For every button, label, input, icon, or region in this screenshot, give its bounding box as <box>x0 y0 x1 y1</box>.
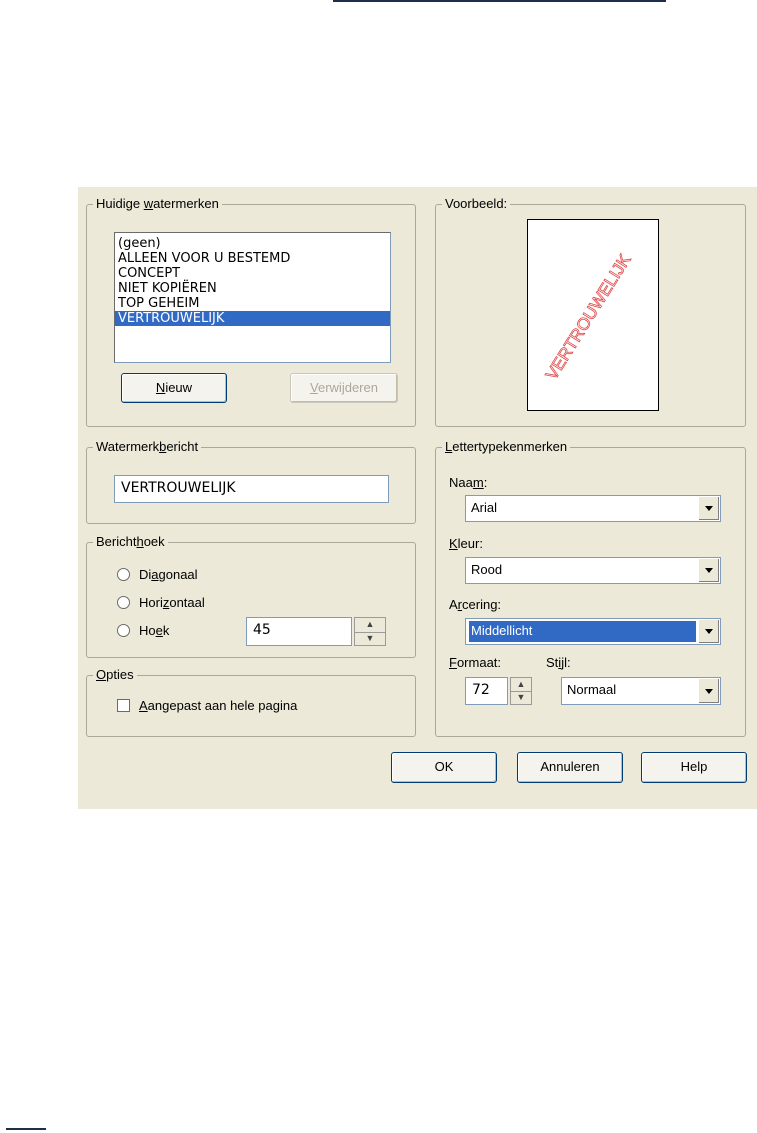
watermark-message-input[interactable]: VERTROUWELIJK <box>114 475 389 503</box>
message-angle-title: Berichthoek <box>93 534 168 550</box>
message-angle-group <box>86 534 416 658</box>
shading-select[interactable] <box>465 618 721 645</box>
list-item[interactable]: ALLEEN VOOR U BESTEMD <box>118 251 291 266</box>
radio-diagonal[interactable] <box>117 567 198 582</box>
shading-value: Middellicht <box>469 621 696 642</box>
watermark-dialog <box>78 187 757 809</box>
font-name-value: Arial <box>471 500 498 515</box>
radio-diagonal-circle[interactable] <box>117 568 130 581</box>
preview-group <box>435 196 746 427</box>
radio-angle-label: Hoek <box>139 623 170 638</box>
delete-button[interactable]: Verwijderen <box>290 373 398 403</box>
current-watermarks-title: Huidige watermerken <box>93 196 222 212</box>
watermark-message-group <box>86 439 416 524</box>
chevron-down-icon[interactable] <box>698 497 719 520</box>
style-label: Stijl: <box>546 655 571 670</box>
radio-horizontal-label: Horizontaal <box>139 595 205 610</box>
angle-value-input[interactable]: 45 <box>246 617 352 646</box>
list-item[interactable]: CONCEPT <box>118 266 181 281</box>
preview-title: Voorbeeld: <box>442 196 510 212</box>
list-item[interactable]: (geen) <box>118 236 161 251</box>
size-input[interactable]: 72 <box>465 677 508 705</box>
top-divider-line <box>333 0 666 2</box>
font-attributes-title: Lettertypekenmerken <box>442 439 570 455</box>
font-name-select[interactable] <box>465 495 721 522</box>
options-group <box>86 667 416 737</box>
fit-page-checkbox[interactable] <box>117 699 130 712</box>
cancel-button[interactable]: Annuleren <box>517 752 623 783</box>
list-item[interactable]: TOP GEHEIM <box>118 296 200 311</box>
radio-horizontal-circle[interactable] <box>117 596 130 609</box>
radio-angle-circle[interactable] <box>117 624 130 637</box>
current-watermarks-group <box>86 196 416 427</box>
radio-diagonal-label: Diagonaal <box>139 567 198 582</box>
preview-watermark-text: VERTROUWELIJK <box>542 250 635 384</box>
font-name-label: Naam: <box>449 475 488 490</box>
list-item-selected[interactable]: VERTROUWELIJK <box>115 311 390 326</box>
angle-spinner[interactable] <box>354 617 386 646</box>
chevron-down-icon[interactable] <box>698 620 719 643</box>
font-color-label: Kleur: <box>449 536 483 551</box>
preview-page <box>527 219 659 411</box>
font-attributes-group <box>435 439 746 737</box>
bottom-divider-line <box>6 1128 46 1130</box>
help-button[interactable]: Help <box>641 752 747 783</box>
style-value: Normaal <box>567 682 617 697</box>
fit-page-label: Aangepast aan hele pagina <box>139 698 298 713</box>
spin-up-icon[interactable]: ▲ <box>511 678 531 692</box>
font-color-value: Rood <box>471 562 503 577</box>
style-select[interactable] <box>561 677 721 705</box>
list-item[interactable]: NIET KOPIËREN <box>118 281 217 296</box>
new-button[interactable]: Nieuw <box>121 373 227 403</box>
shading-label: Arcering: <box>449 597 502 612</box>
size-spinner[interactable] <box>510 677 532 705</box>
radio-horizontal[interactable] <box>117 595 205 610</box>
options-title: Opties <box>93 667 137 683</box>
preview-watermark <box>528 220 658 410</box>
chevron-down-icon[interactable] <box>698 679 719 703</box>
ok-button[interactable]: OK <box>391 752 497 783</box>
spin-down-icon[interactable]: ▼ <box>516 692 526 702</box>
font-color-select[interactable] <box>465 557 721 584</box>
size-label: Formaat: <box>449 655 502 670</box>
watermark-message-title: Watermerkbericht <box>93 439 201 455</box>
fit-page-checkbox-row[interactable] <box>117 698 297 713</box>
spin-up-icon[interactable]: ▲ <box>355 618 385 633</box>
watermark-list[interactable] <box>114 232 391 363</box>
chevron-down-icon[interactable] <box>698 559 719 582</box>
radio-angle[interactable] <box>117 623 169 638</box>
spin-down-icon[interactable]: ▼ <box>365 632 375 643</box>
